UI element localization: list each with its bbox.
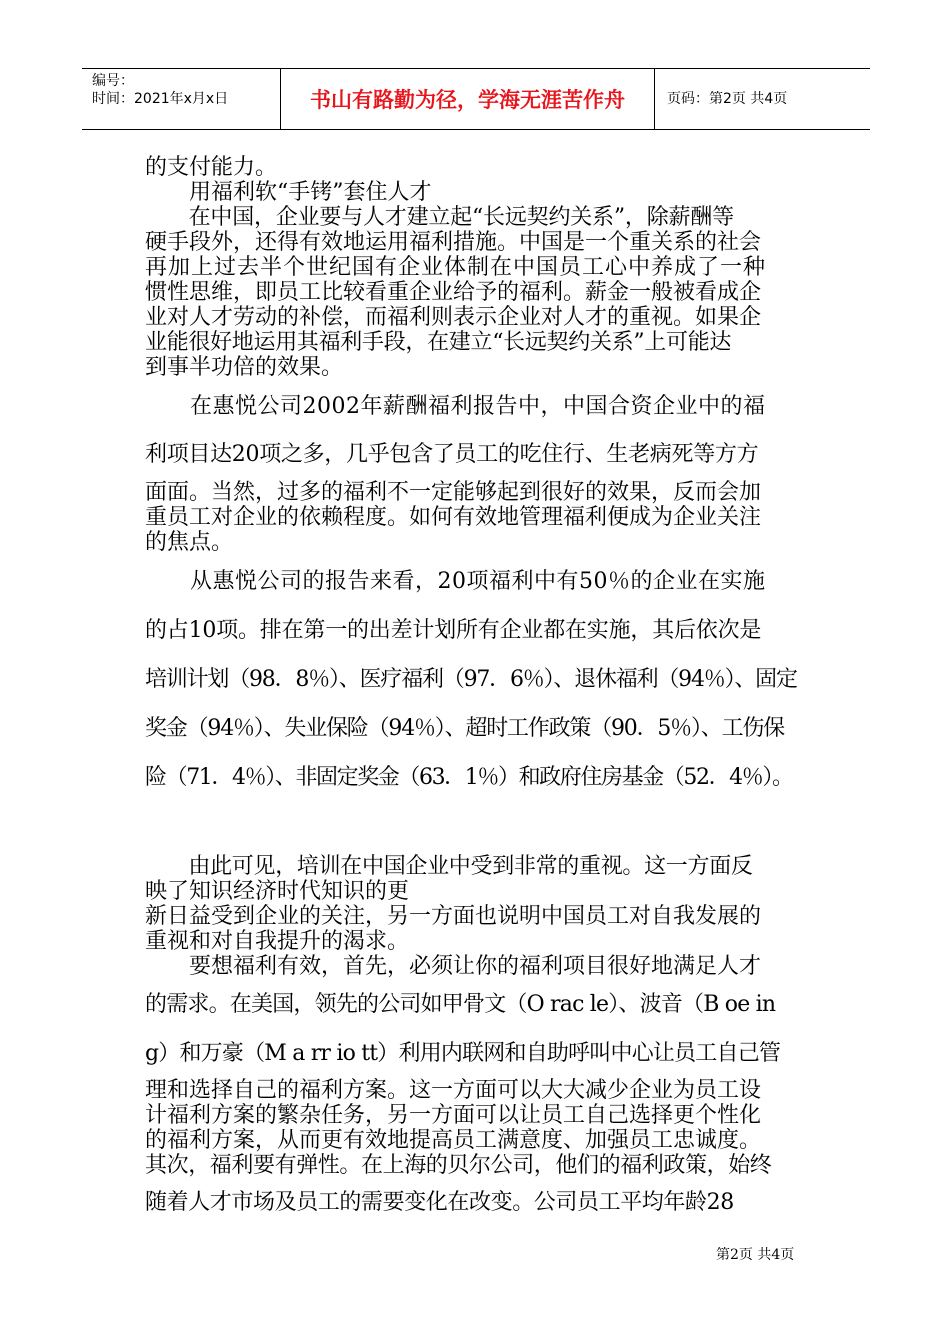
- body-line: 的需求。在美国，领先的公司如甲骨文（O rac le）、波音（B oe in: [145, 992, 776, 1017]
- page-footer: 第2页 共4页: [716, 1247, 795, 1263]
- body-line: 到事半功倍的效果。: [145, 355, 344, 380]
- body-line: g）和万豪（M a rr io tt）利用内联网和自助呼叫中心让员工自己管: [145, 1041, 781, 1066]
- body-line: 的焦点。: [145, 530, 234, 555]
- body-line: 从惠悦公司的报告来看，20项福利中有50％的企业在实施: [145, 569, 766, 594]
- page-header: [82, 68, 870, 130]
- header-page-cell: [655, 69, 870, 129]
- body-line: 理和选择自己的福利方案。这一方面可以大大减少企业为员工设: [145, 1078, 762, 1103]
- body-line: 业对人才劳动的补偿，而福利则表示企业对人才的重视。如果企: [145, 305, 762, 330]
- body-line: 在中国，企业要与人才建立起“长远契约关系”，除薪酬等: [145, 205, 734, 230]
- body-line: 险（71．4％）、非固定奖金（63．1％）和政府住房基金（52．4％）。: [145, 765, 793, 790]
- body-line: 硬手段外，还得有效地运用福利措施。中国是一个重关系的社会: [145, 230, 762, 255]
- body-line: 在惠悦公司2002年薪酬福利报告中，中国合资企业中的福: [145, 394, 766, 419]
- page-code: 页码：第2页 共4页: [667, 91, 788, 107]
- body-line: 再加上过去半个世纪国有企业体制在中国员工心中养成了一种: [145, 255, 767, 280]
- body-line: 奖金（94％）、失业保险（94％）、超时工作政策（90．5％）、工伤保: [145, 716, 784, 741]
- body-line: 随着人才市场及员工的需要变化在改变。公司员工平均年龄28: [145, 1190, 734, 1215]
- serial-label: 编号：: [92, 73, 134, 89]
- body-line: 业能很好地运用其福利手段，在建立“长远契约关系”上可能达: [145, 330, 732, 355]
- section-heading: 用福利软“手铐”套住人才: [145, 180, 432, 205]
- body-line: 利项目达20项之多，几乎包含了员工的吃住行、生老病死等方方: [145, 442, 759, 467]
- body-line: 面面。当然，过多的福利不一定能够起到很好的效果，反而会加: [145, 480, 762, 505]
- header-motto-cell: [281, 69, 655, 129]
- body-line: 由此可见，培训在中国企业中受到非常的重视。这一方面反: [145, 854, 753, 879]
- body-line: 的福利方案，从而更有效地提高员工满意度、加强员工忠诚度。: [145, 1128, 762, 1153]
- body-line: 计福利方案的繁杂任务，另一方面可以让员工自己选择更个性化: [145, 1103, 762, 1128]
- time-label: 时间：2021年x月x日: [92, 91, 229, 107]
- header-meta-cell: [82, 69, 281, 129]
- body-line: 要想福利有效，首先，必须让你的福利项目很好地满足人才: [145, 954, 762, 979]
- body-line: 惯性思维，即员工比较看重企业给予的福利。薪金一般被看成企: [145, 280, 762, 305]
- body-line: 映了知识经济时代知识的更: [145, 879, 410, 904]
- body-line: 新日益受到企业的关注，另一方面也说明中国员工对自我发展的: [145, 904, 762, 929]
- body-line: 的占10项。排在第一的出差计划所有企业都在实施，其后依次是: [145, 618, 762, 643]
- body-line: 的支付能力。: [145, 155, 278, 180]
- body-line: 其次，福利要有弹性。在上海的贝尔公司，他们的福利政策，始终: [145, 1153, 772, 1178]
- body-line: 培训计划（98．8％）、医疗福利（97．6％）、退休福利（94％）、固定: [145, 667, 797, 692]
- body-line: 重员工对企业的依赖程度。如何有效地管理福利便成为企业关注: [145, 505, 762, 530]
- body-line: 重视和对自我提升的渴求。: [145, 929, 410, 954]
- motto-text: 书山有路勤为径，学海无涯苦作舟: [310, 88, 625, 112]
